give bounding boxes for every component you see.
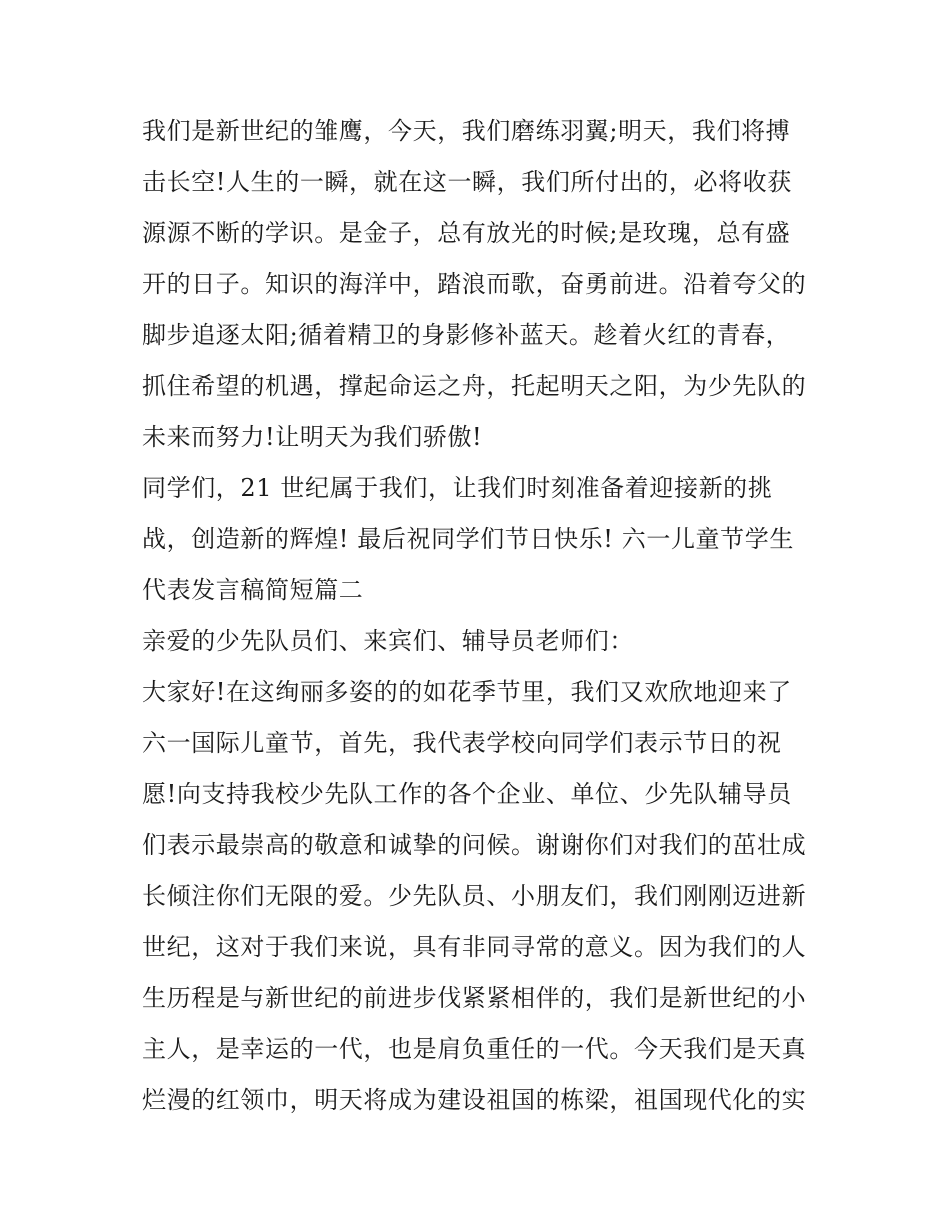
text-line: 源源不断的学识。是金子，总有放光的时候;是玫瑰，总有盛 [142,219,791,247]
text-line: 未来而努力!让明天为我们骄傲! [142,423,483,451]
text-line: 开的日子。知识的海洋中，踏浪而歌，奋勇前进。沿着夸父的 [142,270,807,298]
text-line: 们表示最崇高的敬意和诚挚的问候。谢谢你们对我们的茁壮成 [142,831,807,859]
text-line: 抓住希望的机遇，撑起命运之舟，托起明天之阳，为少先队的 [142,372,807,400]
text-line: 愿!向支持我校少先队工作的各个企业、单位、少先队辅导员 [142,780,792,808]
text-line: 同学们，21 世纪属于我们，让我们时刻准备着迎接新的挑 [142,474,773,502]
text-line: 长倾注你们无限的爱。少先队员、小朋友们，我们刚刚迈进新 [142,882,807,910]
text-line: 六一国际儿童节，首先，我代表学校向同学们表示节日的祝 [142,729,782,757]
text-line: 脚步追逐太阳;循着精卫的身影修补蓝天。趁着火红的青春， [142,321,791,349]
text-line: 战，创造新的辉煌! 最后祝同学们节日快乐! 六一儿童节学生 [142,525,794,553]
text-line: 大家好!在这绚丽多姿的的如花季节里，我们又欢欣地迎来了 [142,678,792,706]
text-line: 世纪，这对于我们来说，具有非同寻常的意义。因为我们的人 [142,933,807,961]
text-line: 烂漫的红领巾，明天将成为建设祖国的栋梁，祖国现代化的实 [142,1086,807,1114]
text-line: 生历程是与新世纪的前进步伐紧紧相伴的，我们是新世纪的小 [142,984,807,1012]
section-title: 代表发言稿简短篇二 [142,576,364,604]
text-line: 我们是新世纪的雏鹰，今天，我们磨练羽翼;明天，我们将搏 [142,117,791,145]
text-line: 击长空!人生的一瞬，就在这一瞬，我们所付出的，必将收获 [142,168,792,196]
salutation: 亲爱的少先队员们、来宾们、辅导员老师们： [142,627,634,655]
document-body [142,106,822,1126]
text-line: 主人，是幸运的一代，也是肩负重任的一代。今天我们是天真 [142,1035,807,1063]
